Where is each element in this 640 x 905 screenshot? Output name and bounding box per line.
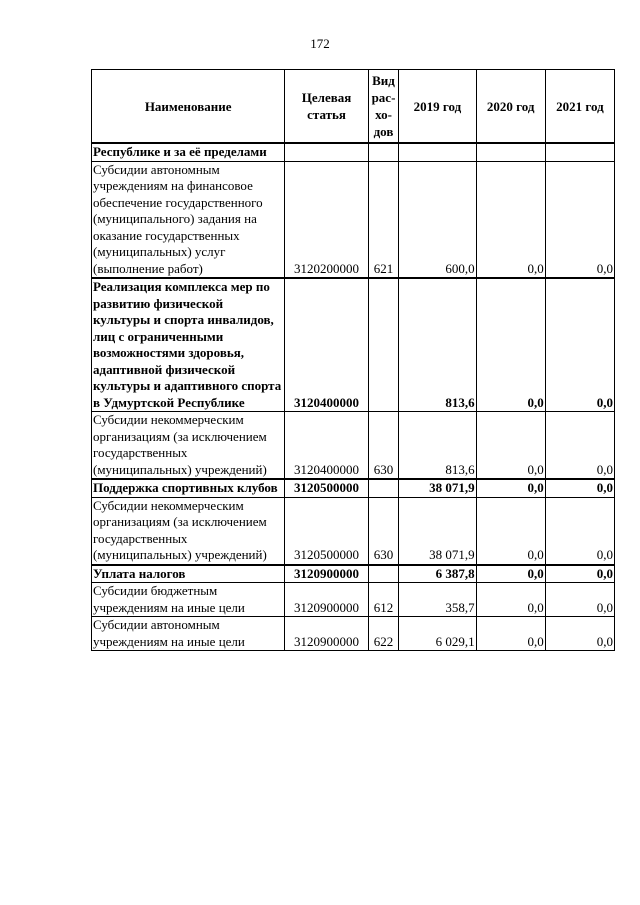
cell-type: 630: [368, 497, 399, 565]
table-body: [92, 143, 615, 651]
cell-2021: 0,0: [545, 617, 614, 651]
cell-target: 3120500000: [285, 497, 368, 565]
cell-2020: 0,0: [476, 412, 545, 480]
cell-name: Республике и за её пределами: [92, 143, 285, 161]
cell-2019: [399, 143, 476, 161]
cell-2019: 6 029,1: [399, 617, 476, 651]
cell-name: Субсидии некоммерческим организациям (за исключением государственных (муниципальных) учреждений): [92, 412, 285, 480]
cell-2020: 0,0: [476, 161, 545, 278]
cell-name: Субсидии автономным учреждениям на иные цели: [92, 617, 285, 651]
cell-2019: 38 071,9: [399, 479, 476, 497]
cell-target: 3120900000: [285, 583, 368, 617]
table-row: [92, 278, 615, 412]
cell-name: Уплата налогов: [92, 565, 285, 583]
cell-2021: [545, 143, 614, 161]
cell-2020: [476, 143, 545, 161]
cell-name: Субсидии автономным учреждениям на финансовое обеспечение государственного (муниципального) задания на оказание государственных (муниципальных) услуг (выполнение работ): [92, 161, 285, 278]
cell-2019: 813,6: [399, 278, 476, 412]
header-2019: 2019 год: [399, 70, 476, 144]
cell-2021: 0,0: [545, 479, 614, 497]
cell-2020: 0,0: [476, 583, 545, 617]
table-row: [92, 617, 615, 651]
header-type: Вид рас-хо-дов: [368, 70, 399, 144]
cell-target: 3120400000: [285, 278, 368, 412]
table-row: [92, 161, 615, 278]
table-row: [92, 412, 615, 480]
cell-type: [368, 278, 399, 412]
header-name: Наименование: [92, 70, 285, 144]
cell-target: 3120900000: [285, 617, 368, 651]
cell-name: Субсидии некоммерческим организациям (за исключением государственных (муниципальных) учреждений): [92, 497, 285, 565]
budget-table: [91, 69, 615, 651]
table-row: [92, 565, 615, 583]
header-2020: 2020 год: [476, 70, 545, 144]
cell-2019: 358,7: [399, 583, 476, 617]
cell-2021: 0,0: [545, 497, 614, 565]
cell-type: 630: [368, 412, 399, 480]
cell-target: 3120200000: [285, 161, 368, 278]
cell-2019: 6 387,8: [399, 565, 476, 583]
header-2021: 2021 год: [545, 70, 614, 144]
cell-target: 3120400000: [285, 412, 368, 480]
cell-type: 621: [368, 161, 399, 278]
header-target: Целевая статья: [285, 70, 368, 144]
cell-2021: 0,0: [545, 278, 614, 412]
cell-type: 612: [368, 583, 399, 617]
cell-2021: 0,0: [545, 583, 614, 617]
cell-2020: 0,0: [476, 617, 545, 651]
cell-name: Реализация комплекса мер по развитию физической культуры и спорта инвалидов, лиц с ограниченными возможностями здоровья, адаптивной физической культуры и адаптивного спорта в Удмуртской Республике: [92, 278, 285, 412]
cell-2020: 0,0: [476, 565, 545, 583]
table-row: [92, 583, 615, 617]
cell-2020: 0,0: [476, 278, 545, 412]
cell-2021: 0,0: [545, 565, 614, 583]
table-row: [92, 143, 615, 161]
cell-2019: 600,0: [399, 161, 476, 278]
cell-target: [285, 143, 368, 161]
cell-name: Поддержка спортивных клубов: [92, 479, 285, 497]
cell-type: 622: [368, 617, 399, 651]
page-number: 172: [310, 36, 330, 51]
cell-target: 3120900000: [285, 565, 368, 583]
cell-type: [368, 565, 399, 583]
cell-2021: 0,0: [545, 161, 614, 278]
cell-2020: 0,0: [476, 497, 545, 565]
cell-name: Субсидии бюджетным учреждениям на иные цели: [92, 583, 285, 617]
table-header-row: [92, 70, 615, 144]
cell-target: 3120500000: [285, 479, 368, 497]
table-row: [92, 497, 615, 565]
cell-type: [368, 479, 399, 497]
cell-2019: 813,6: [399, 412, 476, 480]
table-row: [92, 479, 615, 497]
cell-2020: 0,0: [476, 479, 545, 497]
cell-2021: 0,0: [545, 412, 614, 480]
cell-2019: 38 071,9: [399, 497, 476, 565]
cell-type: [368, 143, 399, 161]
